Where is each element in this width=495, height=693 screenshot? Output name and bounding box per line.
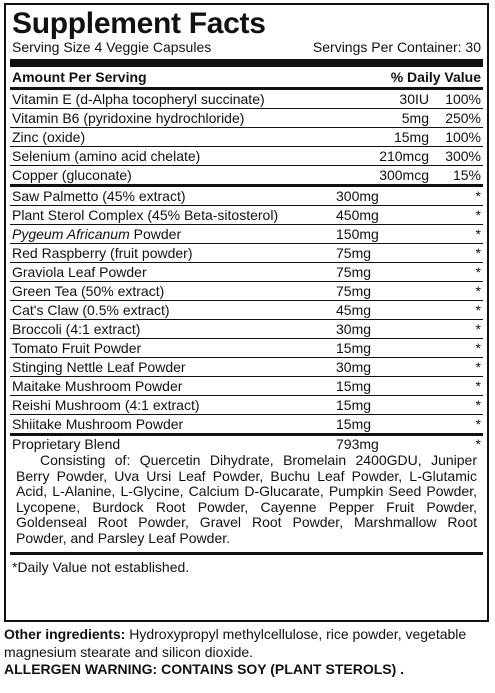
other-ingredients-text: Hydroxypropyl methylcellulose, rice powder, vegetable magnesium stearate and silicon dioxide. (4, 626, 467, 660)
vitamin-list (6, 90, 487, 184)
servings-per-container: Servings Per Container: 30 (312, 39, 481, 55)
header-dv: % Daily Value (390, 69, 481, 85)
table-row: Green Tea (50% extract) 75mg * (12, 283, 481, 299)
header-amount: Amount Per Serving (12, 69, 147, 85)
table-row: Shiitake Mushroom Powder 15mg * (12, 416, 481, 432)
italic-name: Pygeum Africanum (12, 226, 130, 242)
serving-info (6, 39, 487, 59)
proprietary-blend (10, 436, 483, 547)
panel-title: Supplement Facts (12, 7, 266, 40)
table-row: Red Raspberry (fruit powder) 75mg * (12, 245, 481, 261)
serving-size: Serving Size 4 Veggie Capsules (12, 39, 212, 55)
blend-row (12, 436, 481, 453)
thick-divider (10, 59, 483, 67)
table-row: Plant Sterol Complex (45% Beta-sitosterol) 450mg * (12, 207, 481, 223)
table-row: Tomato Fruit Powder 15mg * (12, 340, 481, 356)
blend-name: Proprietary Blend (12, 436, 121, 452)
table-row: Selenium (amino acid chelate) 210mcg 300% (12, 148, 481, 164)
table-row: Vitamin B6 (pyridoxine hydrochloride) 5mg 250% (12, 110, 481, 126)
allergen-warning: ALLERGEN WARNING: CONTAINS SOY (PLANT STEROLS) . (4, 661, 405, 677)
herb-list (6, 187, 487, 433)
column-header (6, 67, 487, 87)
supplement-facts-panel (4, 3, 489, 622)
table-row: Reishi Mushroom (4:1 extract) 15mg * (12, 397, 481, 413)
other-ingredients (4, 626, 492, 679)
other-ingredients-label: Other ingredients: (4, 626, 126, 642)
footnote: *Daily Value not established. (12, 558, 190, 575)
table-row: Saw Palmetto (45% extract) 300mg * (12, 188, 481, 204)
table-row: Broccoli (4:1 extract) 30mg * (12, 321, 481, 337)
table-row: Cat's Claw (0.5% extract) 45mg * (12, 302, 481, 318)
table-row: Stinging Nettle Leaf Powder 30mg * (12, 359, 481, 375)
table-row: Copper (gluconate) 300mcg 15% (12, 167, 481, 183)
table-row: Pygeum Africanum Powder 150mg * (12, 226, 481, 242)
blend-ingredients: Consisting of: Quercetin Dihydrate, Bromelain 2400GDU, Juniper Berry Powder, Uva Ursi Leaf Powder, Buchu Leaf Powder, L-Glutamic Acid, L-Alanine, L-Glycine, Calcium D-Glucarate, Pumpkin Seed Powder, Lycopene, Burdock Root Powder, Cayenne Pepper Fruit Powder, Goldenseal Root Powder, Gravel Root Powder, Marshmallow Root Powder, and Parsley Leaf Powder. (16, 452, 477, 546)
table-row: Maitake Mushroom Powder 15mg * (12, 378, 481, 394)
table-row: Vitamin E (d-Alpha tocopheryl succinate) 30IU 100% (12, 91, 481, 107)
blend-dv: * (475, 436, 481, 452)
table-row: Zinc (oxide) 15mg 100% (12, 129, 481, 145)
table-row: Graviola Leaf Powder 75mg * (12, 264, 481, 280)
blend-amount: 793mg (336, 436, 379, 452)
